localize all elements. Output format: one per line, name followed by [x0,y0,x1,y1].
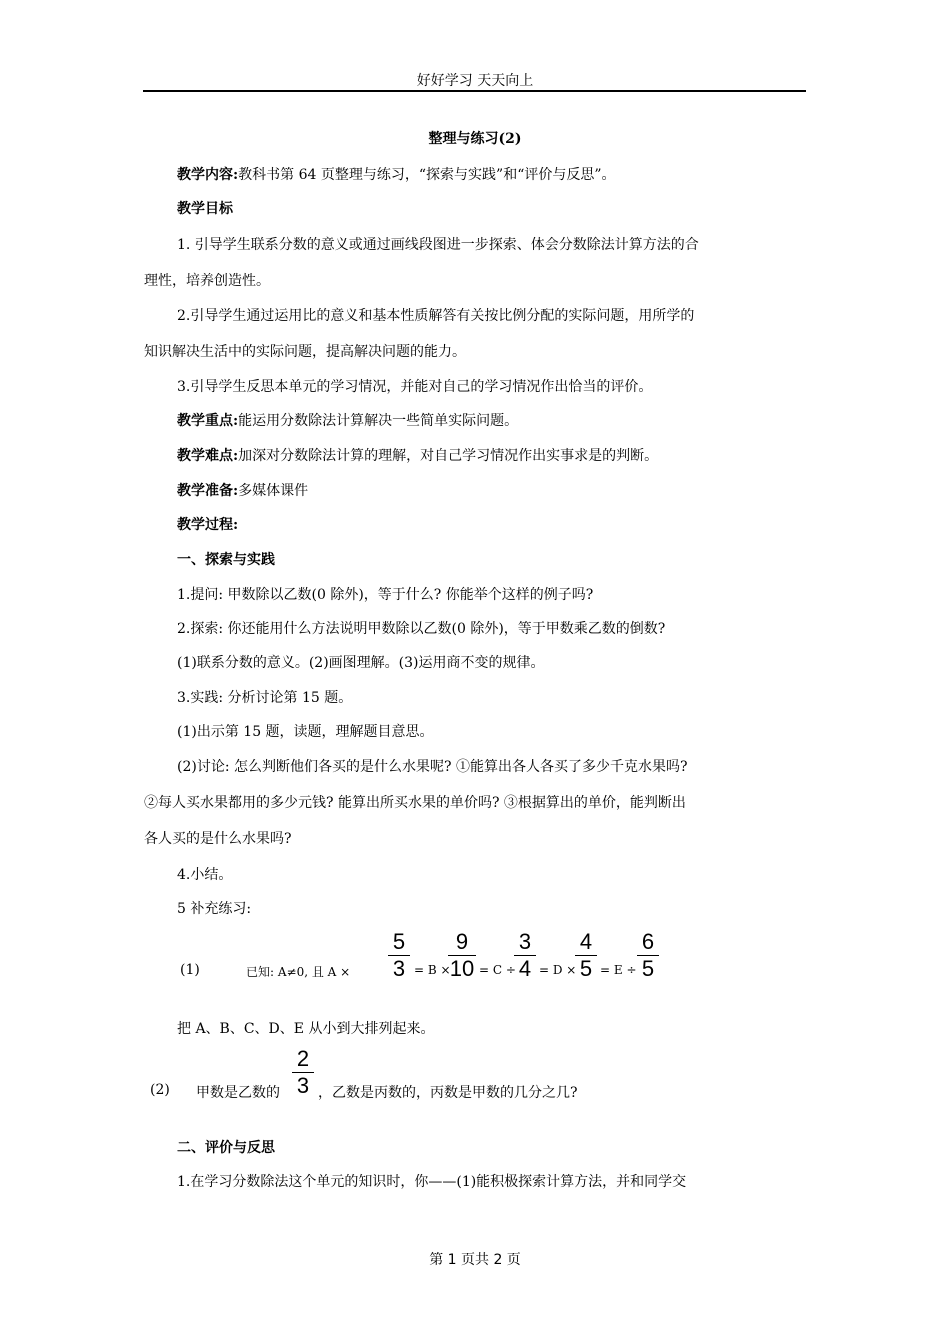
exercise-2-text-before: 甲数是乙数的 [196,1085,280,1101]
section-1-item: (1)出示第 15 题，读题，理解题目意思。 [177,724,434,740]
goal-2-line-b: 知识解决生活中的实际问题，提高解决问题的能力。 [144,344,466,360]
exercise-1-label: (1) [180,962,200,978]
section-2-heading: 二、评价与反思 [177,1140,275,1156]
denominator: 5 [641,956,655,981]
key-point-line [177,410,518,430]
page-footer: 第 1 页共 2 页 [429,1252,521,1268]
section-1-item: 5 补充练习: [177,901,252,917]
fraction-3-4 [514,930,536,981]
difficulty-label: 教学难点: [177,448,239,464]
content-text: 教科书第 64 页整理与练习，“探索与实践”和“评价与反思”。 [238,167,616,183]
header-divider [143,90,806,92]
section-2-item: 1.在学习分数除法这个单元的知识时，你——(1)能积极探索计算方法，并和同学交 [177,1174,687,1190]
operator: = E ÷ [600,963,637,977]
numerator: 4 [579,929,593,954]
fraction-2-3 [292,1047,314,1098]
section-1-heading: 一、探索与实践 [177,552,275,568]
fraction-4-5 [575,930,597,981]
content-label: 教学内容: [177,167,239,183]
difficulty-text: 加深对分数除法计算的理解，对自己学习情况作出实事求是的判断。 [238,448,659,464]
goal-1-line-b: 理性，培养创造性。 [144,273,270,289]
goal-2-line-a: 2.引导学生通过运用比的意义和基本性质解答有关按比例分配的实际问题，用所学的 [177,308,695,324]
prep-label: 教学准备: [177,483,239,499]
section-1-item: 2.探索: 你还能用什么方法说明甲数除以乙数(0 除外)，等于甲数乘乙数的倒数? [177,621,666,637]
fraction-5-3 [388,930,410,981]
process-heading: 教学过程: [177,517,239,533]
exercise-1-lead: 已知: A≠0, 且 A × [246,965,351,979]
operator: = C ÷ [479,963,516,977]
denominator: 3 [296,1073,310,1098]
prep-text: 多媒体课件 [238,483,309,499]
numerator: 2 [296,1046,310,1071]
section-1-item: 各人买的是什么水果吗? [144,831,292,847]
denominator: 10 [449,956,475,981]
section-1-item: 4.小结。 [177,867,233,883]
goal-3: 3.引导学生反思本单元的学习情况，并能对自己的学习情况作出恰当的评价。 [177,379,653,395]
operator: = B × [414,963,451,977]
denominator: 4 [518,956,532,981]
section-1-item: 1.提问: 甲数除以乙数(0 除外)，等于什么? 你能举个这样的例子吗? [177,587,594,603]
numerator: 9 [455,929,469,954]
goal-1-line-a: 1. 引导学生联系分数的意义或通过画线段图进一步探索、体会分数除法计算方法的合 [177,237,699,253]
page-header: 好好学习 天天向上 [416,73,534,89]
key-point-label: 教学重点: [177,413,239,429]
key-point-text: 能运用分数除法计算解决一些简单实际问题。 [238,413,519,429]
goals-heading: 教学目标 [177,201,233,217]
exercise-2-label: (2) [150,1082,170,1098]
denominator: 3 [392,956,406,981]
content-line [177,164,616,184]
fraction-9-10 [448,930,476,981]
difficulty-line [177,445,658,465]
section-1-item: (2)讨论: 怎么判断他们各买的是什么水果呢? ①能算出各人各买了多少千克水果吗? [177,759,688,775]
denominator: 5 [579,956,593,981]
document-title: 整理与练习(2) [428,131,522,147]
section-1-item: ②每人买水果都用的多少元钱? 能算出所买水果的单价吗? ③根据算出的单价，能判断出 [144,795,686,811]
numerator: 5 [392,929,406,954]
fraction-6-5 [637,930,659,981]
numerator: 3 [518,929,532,954]
section-1-item: (1)联系分数的意义。(2)画图理解。(3)运用商不变的规律。 [177,655,545,671]
section-1-item: 3.实践: 分析讨论第 15 题。 [177,690,353,706]
prep-line [177,480,308,500]
numerator: 6 [641,929,655,954]
exercise-1-instruction: 把 A、B、C、D、E 从小到大排列起来。 [177,1021,435,1037]
exercise-2-text-after: ，乙数是丙数的，丙数是甲数的几分之几? [318,1085,578,1101]
operator: = D × [539,963,577,977]
